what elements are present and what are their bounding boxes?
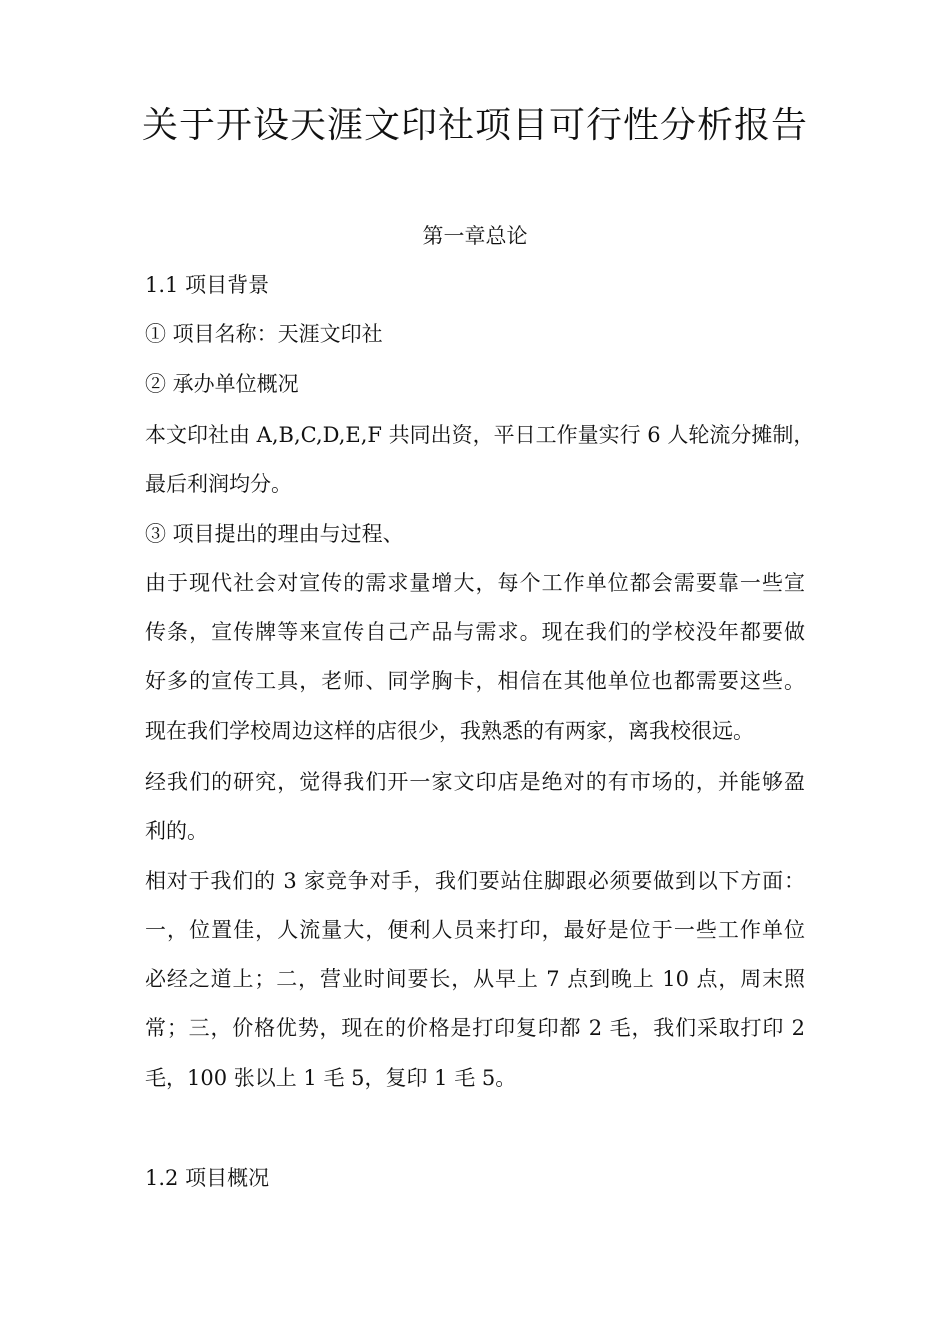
paragraph-line: 相对于我们的 3 家竞争对手，我们要站住脚跟必须要做到以下方面： bbox=[145, 869, 805, 893]
document-title: 关于开设天涯文印社项目可行性分析报告 bbox=[141, 105, 808, 146]
section-heading-1-1: 1.1 项目背景 bbox=[145, 273, 270, 297]
chapter-heading: 第一章总论 bbox=[422, 224, 528, 248]
organizer-overview-item: ② 承办单位概况 bbox=[145, 372, 299, 396]
project-name-item: ① 项目名称：天涯文印社 bbox=[145, 322, 383, 346]
paragraph-line: 一，位置佳，人流量大，便利人员来打印，最好是位于一些工作单位 bbox=[145, 918, 805, 942]
paragraph-line: 本文印社由 A,B,C,D,E,F 共同出资，平日工作量实行 6 人轮流分摊制， bbox=[145, 423, 815, 447]
paragraph-line: 经我们的研究，觉得我们开一家文印店是绝对的有市场的，并能够盈 bbox=[145, 770, 805, 794]
paragraph-line: 由于现代社会对宣传的需求量增大，每个工作单位都会需要靠一些宣 bbox=[145, 571, 805, 595]
paragraph-line: 现在我们学校周边这样的店很少，我熟悉的有两家，离我校很远。 bbox=[145, 719, 754, 743]
paragraph-line: 最后利润均分。 bbox=[145, 472, 292, 496]
paragraph-line: 常；三，价格优势，现在的价格是打印复印都 2 毛，我们采取打印 2 bbox=[145, 1016, 805, 1040]
paragraph-line: 毛，100 张以上 1 毛 5，复印 1 毛 5。 bbox=[145, 1066, 517, 1090]
paragraph-line: 必经之道上；二，营业时间要长，从早上 7 点到晚上 10 点，周末照 bbox=[145, 967, 805, 991]
paragraph-line: 好多的宣传工具，老师、同学胸卡，相信在其他单位也都需要这些。 bbox=[145, 669, 805, 693]
paragraph-line: 传条，宣传牌等来宣传自己产品与需求。现在我们的学校没年都要做 bbox=[145, 620, 805, 644]
paragraph-line: 利的。 bbox=[145, 819, 208, 843]
section-heading-1-2: 1.2 项目概况 bbox=[145, 1166, 270, 1190]
reason-process-item: ③ 项目提出的理由与过程、 bbox=[145, 522, 404, 546]
